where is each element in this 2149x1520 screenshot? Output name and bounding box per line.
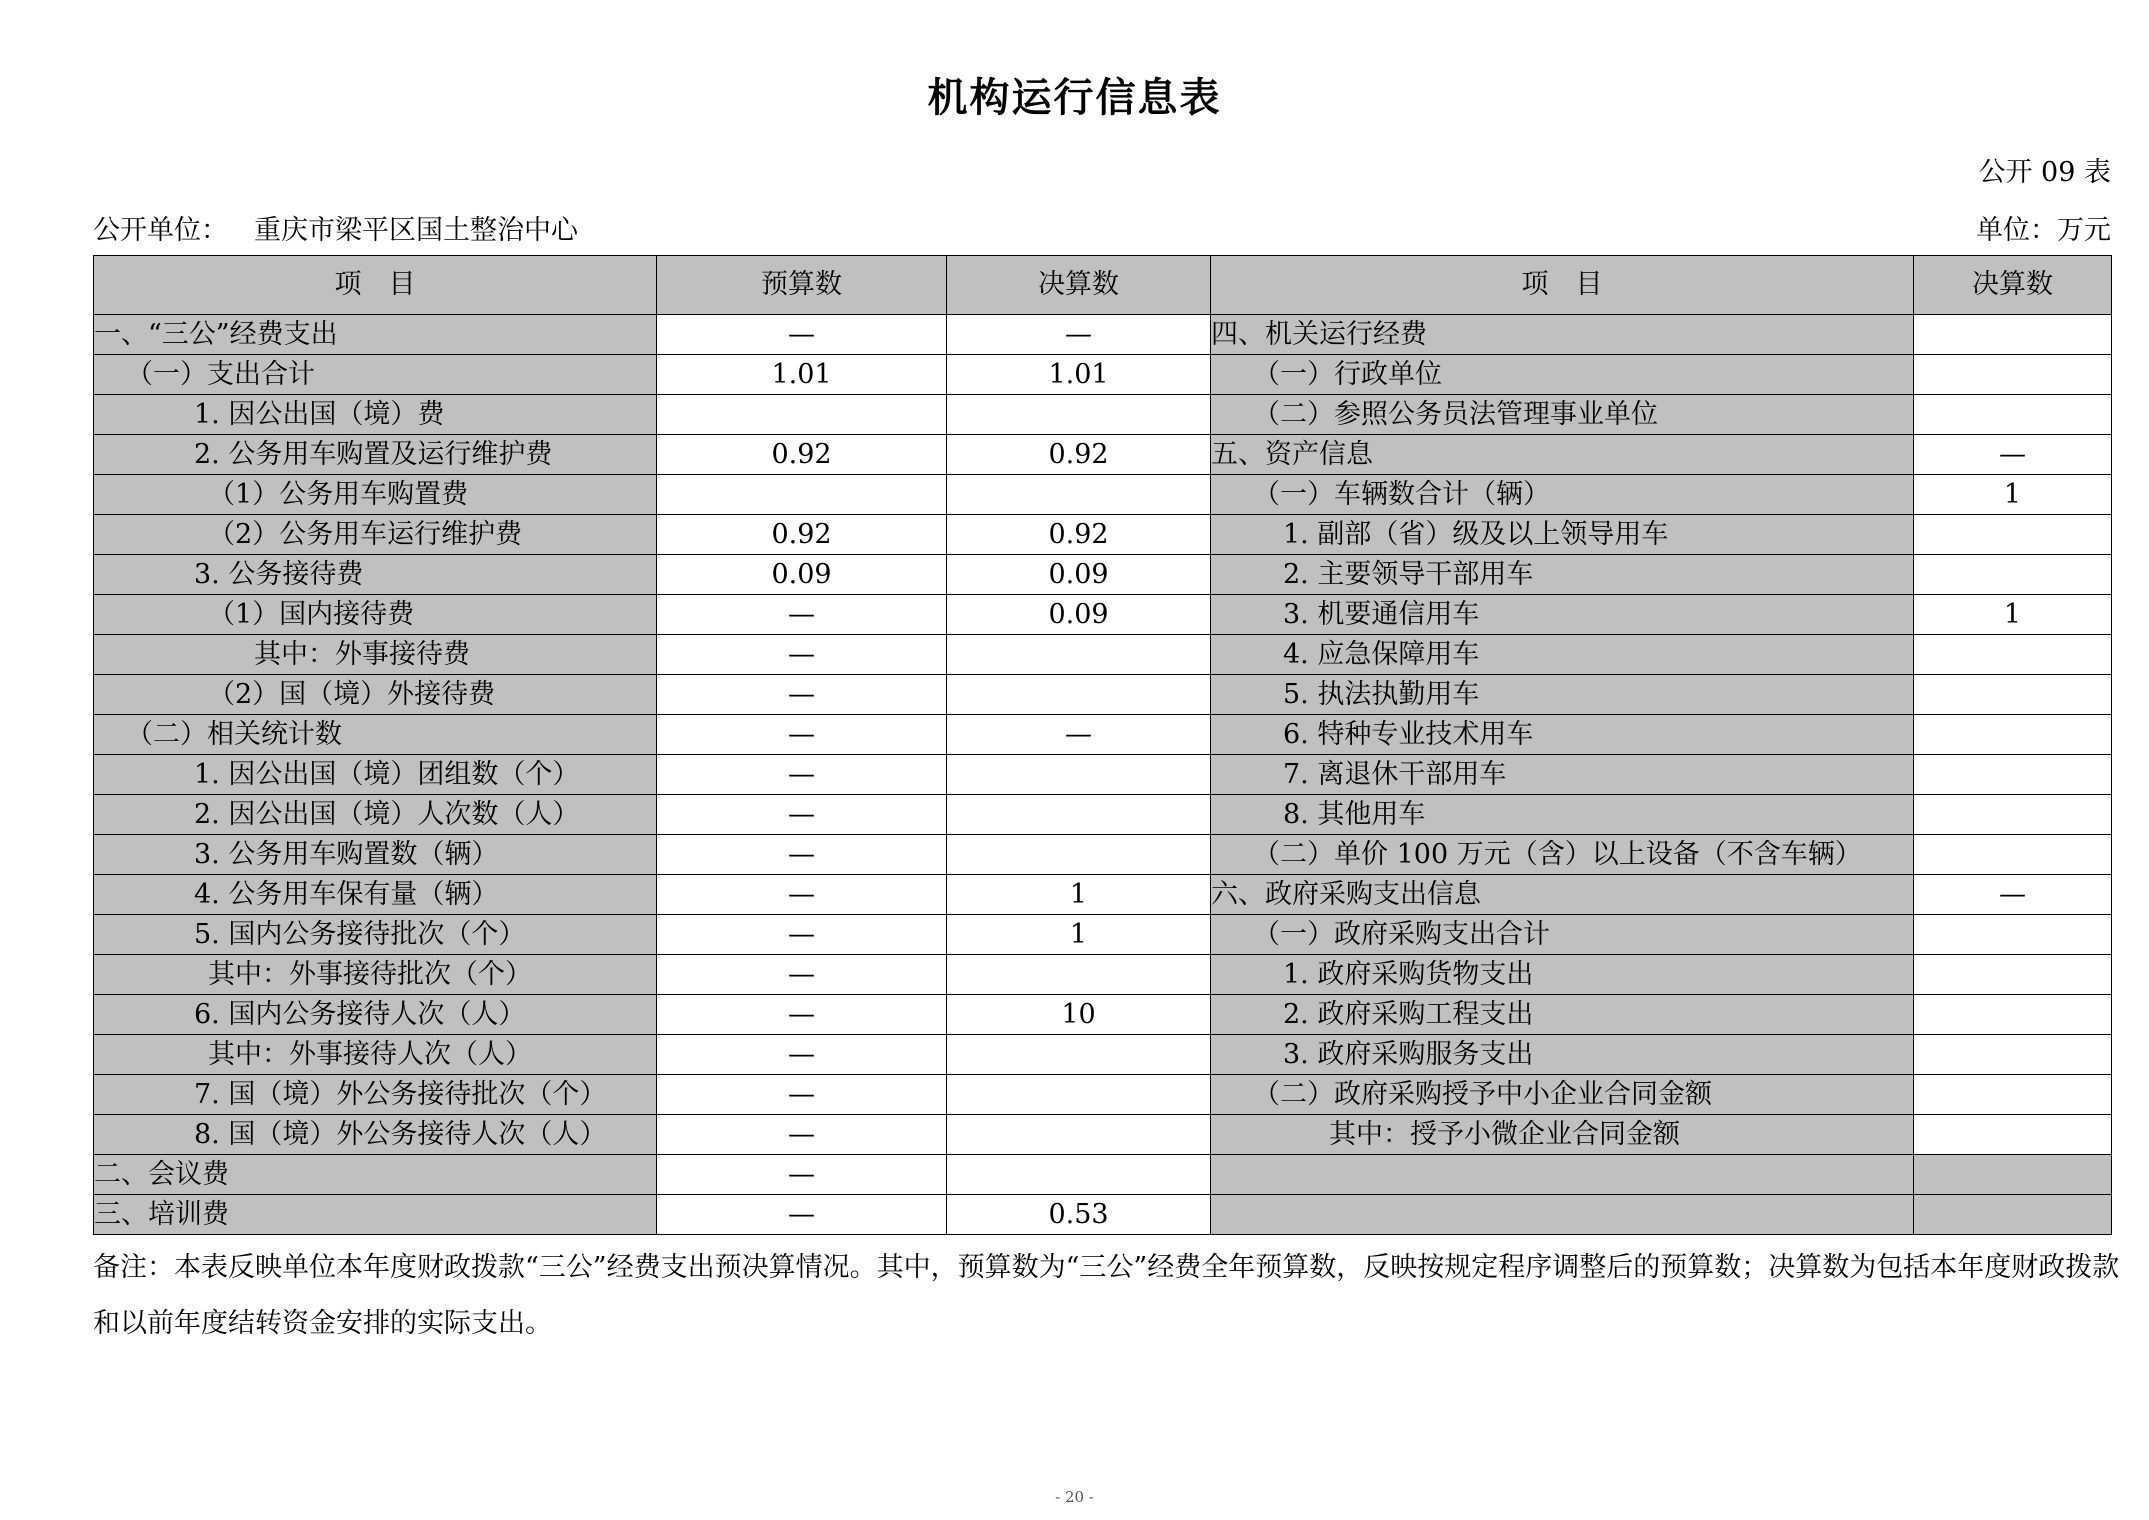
table-row bbox=[94, 795, 2112, 835]
budget-value: 0.92 bbox=[657, 435, 947, 475]
right-item: 1. 政府采购货物支出 bbox=[1211, 955, 1914, 995]
final-value bbox=[947, 835, 1211, 875]
header-budget: 预算数 bbox=[657, 256, 947, 315]
right-final-value bbox=[1914, 1035, 2112, 1075]
table-row bbox=[94, 1115, 2112, 1155]
final-value bbox=[947, 795, 1211, 835]
budget-value: — bbox=[657, 995, 947, 1035]
budget-value: — bbox=[657, 755, 947, 795]
right-item: 6. 特种专业技术用车 bbox=[1211, 715, 1914, 755]
left-item: 1. 因公出国（境）费 bbox=[94, 395, 657, 435]
table-row bbox=[94, 355, 2112, 395]
budget-value: — bbox=[657, 315, 947, 355]
table-row bbox=[94, 1075, 2112, 1115]
final-value bbox=[947, 635, 1211, 675]
budget-value: — bbox=[657, 715, 947, 755]
table-row bbox=[94, 715, 2112, 755]
table-row bbox=[94, 675, 2112, 715]
right-item: （二）政府采购授予中小企业合同金额 bbox=[1211, 1075, 1914, 1115]
right-final-value bbox=[1914, 715, 2112, 755]
budget-value: 0.09 bbox=[657, 555, 947, 595]
left-item: （2）公务用车运行维护费 bbox=[94, 515, 657, 555]
right-item: （一）政府采购支出合计 bbox=[1211, 915, 1914, 955]
right-final-value bbox=[1914, 1115, 2112, 1155]
final-value: — bbox=[947, 315, 1211, 355]
table-row bbox=[94, 635, 2112, 675]
unit-label: 公开单位： bbox=[93, 215, 228, 246]
table-row bbox=[94, 315, 2112, 355]
table-row bbox=[94, 515, 2112, 555]
right-final-value: 1 bbox=[1914, 475, 2112, 515]
budget-value: — bbox=[657, 955, 947, 995]
budget-value: — bbox=[657, 1155, 947, 1195]
budget-value: — bbox=[657, 675, 947, 715]
budget-value: — bbox=[657, 635, 947, 675]
right-item: 8. 其他用车 bbox=[1211, 795, 1914, 835]
table-row bbox=[94, 1035, 2112, 1075]
table-row bbox=[94, 555, 2112, 595]
final-value: 1 bbox=[947, 875, 1211, 915]
final-value bbox=[947, 1115, 1211, 1155]
right-item: 2. 主要领导干部用车 bbox=[1211, 555, 1914, 595]
right-item: 2. 政府采购工程支出 bbox=[1211, 995, 1914, 1035]
budget-value: — bbox=[657, 1075, 947, 1115]
final-value: 1 bbox=[947, 915, 1211, 955]
final-value: 0.92 bbox=[947, 515, 1211, 555]
table-row bbox=[94, 595, 2112, 635]
right-final-value bbox=[1914, 555, 2112, 595]
final-value bbox=[947, 755, 1211, 795]
right-item: 5. 执法执勤用车 bbox=[1211, 675, 1914, 715]
budget-value: — bbox=[657, 1035, 947, 1075]
final-value bbox=[947, 955, 1211, 995]
right-final-value bbox=[1914, 515, 2112, 555]
right-final-value bbox=[1914, 835, 2112, 875]
table-row bbox=[94, 1155, 2112, 1195]
right-final-value bbox=[1914, 675, 2112, 715]
right-item: 3. 机要通信用车 bbox=[1211, 595, 1914, 635]
page-title: 机构运行信息表 bbox=[927, 74, 1222, 121]
table-row bbox=[94, 1195, 2112, 1235]
final-value: 0.92 bbox=[947, 435, 1211, 475]
right-item bbox=[1211, 1195, 1914, 1235]
table-header-row bbox=[94, 256, 2112, 315]
budget-value: — bbox=[657, 875, 947, 915]
left-item: 3. 公务用车购置数（辆） bbox=[94, 835, 657, 875]
right-final-value bbox=[1914, 755, 2112, 795]
right-final-value bbox=[1914, 995, 2112, 1035]
table-row bbox=[94, 755, 2112, 795]
header-right-item: 项 目 bbox=[1211, 256, 1914, 315]
left-item: 1. 因公出国（境）团组数（个） bbox=[94, 755, 657, 795]
budget-value bbox=[657, 475, 947, 515]
right-item: 4. 应急保障用车 bbox=[1211, 635, 1914, 675]
left-item: （1）国内接待费 bbox=[94, 595, 657, 635]
left-item: 三、培训费 bbox=[94, 1195, 657, 1235]
left-item: （2）国（境）外接待费 bbox=[94, 675, 657, 715]
money-unit: 单位：万元 bbox=[1976, 215, 2111, 246]
final-value bbox=[947, 1155, 1211, 1195]
final-value: 0.09 bbox=[947, 595, 1211, 635]
right-item: 1. 副部（省）级及以上领导用车 bbox=[1211, 515, 1914, 555]
right-final-value: — bbox=[1914, 435, 2112, 475]
final-value: 1.01 bbox=[947, 355, 1211, 395]
right-item: 四、机关运行经费 bbox=[1211, 315, 1914, 355]
right-final-value: — bbox=[1914, 875, 2112, 915]
left-item: 6. 国内公务接待人次（人） bbox=[94, 995, 657, 1035]
right-item: 六、政府采购支出信息 bbox=[1211, 875, 1914, 915]
budget-value bbox=[657, 395, 947, 435]
left-item: 其中：外事接待批次（个） bbox=[94, 955, 657, 995]
budget-value: — bbox=[657, 1115, 947, 1155]
right-item: （二）参照公务员法管理事业单位 bbox=[1211, 395, 1914, 435]
left-item: 其中：外事接待人次（人） bbox=[94, 1035, 657, 1075]
budget-value: — bbox=[657, 915, 947, 955]
left-item: 8. 国（境）外公务接待人次（人） bbox=[94, 1115, 657, 1155]
right-item: （一）行政单位 bbox=[1211, 355, 1914, 395]
right-final-value bbox=[1914, 1075, 2112, 1115]
final-value bbox=[947, 395, 1211, 435]
left-item: 3. 公务接待费 bbox=[94, 555, 657, 595]
table-row bbox=[94, 395, 2112, 435]
table-row bbox=[94, 875, 2112, 915]
left-item: 其中：外事接待费 bbox=[94, 635, 657, 675]
right-final-value bbox=[1914, 1155, 2112, 1195]
header-left-item: 项 目 bbox=[94, 256, 657, 315]
final-value bbox=[947, 675, 1211, 715]
table-note: 备注：本表反映单位本年度财政拨款“三公”经费支出预决算情况。其中，预算数为“三公”经费全年预算数，反映按规定程序调整后的预算数；决算数为包括本年度财政拨款和以前年度结转资金安排的实际支出。 bbox=[93, 1252, 2120, 1339]
right-item: 其中：授予小微企业合同金额 bbox=[1211, 1115, 1914, 1155]
right-item: （二）单价 100 万元（含）以上设备（不含车辆） bbox=[1211, 835, 1914, 875]
right-final-value bbox=[1914, 315, 2112, 355]
budget-value: — bbox=[657, 1195, 947, 1235]
table-row bbox=[94, 955, 2112, 995]
left-item: 7. 国（境）外公务接待批次（个） bbox=[94, 1075, 657, 1115]
right-final-value: 1 bbox=[1914, 595, 2112, 635]
final-value: 0.53 bbox=[947, 1195, 1211, 1235]
right-final-value bbox=[1914, 795, 2112, 835]
right-item: 7. 离退休干部用车 bbox=[1211, 755, 1914, 795]
right-final-value bbox=[1914, 915, 2112, 955]
final-value: 10 bbox=[947, 995, 1211, 1035]
left-item: 5. 国内公务接待批次（个） bbox=[94, 915, 657, 955]
right-item: 五、资产信息 bbox=[1211, 435, 1914, 475]
unit-name: 重庆市梁平区国土整治中心 bbox=[254, 215, 578, 246]
final-value bbox=[947, 1035, 1211, 1075]
left-item: 二、会议费 bbox=[94, 1155, 657, 1195]
left-item: 2. 公务用车购置及运行维护费 bbox=[94, 435, 657, 475]
table-number: 公开 09 表 bbox=[1978, 157, 2111, 188]
table-row bbox=[94, 835, 2112, 875]
right-final-value bbox=[1914, 1195, 2112, 1235]
budget-value: — bbox=[657, 595, 947, 635]
table-row bbox=[94, 915, 2112, 955]
page-number: - 20 - bbox=[1055, 1488, 1094, 1506]
right-final-value bbox=[1914, 355, 2112, 395]
budget-value: 0.92 bbox=[657, 515, 947, 555]
left-item: 4. 公务用车保有量（辆） bbox=[94, 875, 657, 915]
left-item: （一）支出合计 bbox=[94, 355, 657, 395]
final-value bbox=[947, 475, 1211, 515]
table-row bbox=[94, 435, 2112, 475]
budget-value: — bbox=[657, 835, 947, 875]
table-row bbox=[94, 995, 2112, 1035]
right-final-value bbox=[1914, 635, 2112, 675]
left-item: （二）相关统计数 bbox=[94, 715, 657, 755]
header-final-right: 决算数 bbox=[1914, 256, 2112, 315]
budget-value: 1.01 bbox=[657, 355, 947, 395]
right-item: 3. 政府采购服务支出 bbox=[1211, 1035, 1914, 1075]
table-row bbox=[94, 475, 2112, 515]
final-value: 0.09 bbox=[947, 555, 1211, 595]
left-item: （1）公务用车购置费 bbox=[94, 475, 657, 515]
final-value: — bbox=[947, 715, 1211, 755]
left-item: 一、“三公”经费支出 bbox=[94, 315, 657, 355]
final-value bbox=[947, 1075, 1211, 1115]
left-item: 2. 因公出国（境）人次数（人） bbox=[94, 795, 657, 835]
publishing-unit bbox=[93, 208, 578, 247]
budget-value: — bbox=[657, 795, 947, 835]
right-final-value bbox=[1914, 955, 2112, 995]
right-item: （一）车辆数合计（辆） bbox=[1211, 475, 1914, 515]
institution-operation-table bbox=[93, 255, 2112, 1235]
header-final-left: 决算数 bbox=[947, 256, 1211, 315]
right-item bbox=[1211, 1155, 1914, 1195]
right-final-value bbox=[1914, 395, 2112, 435]
